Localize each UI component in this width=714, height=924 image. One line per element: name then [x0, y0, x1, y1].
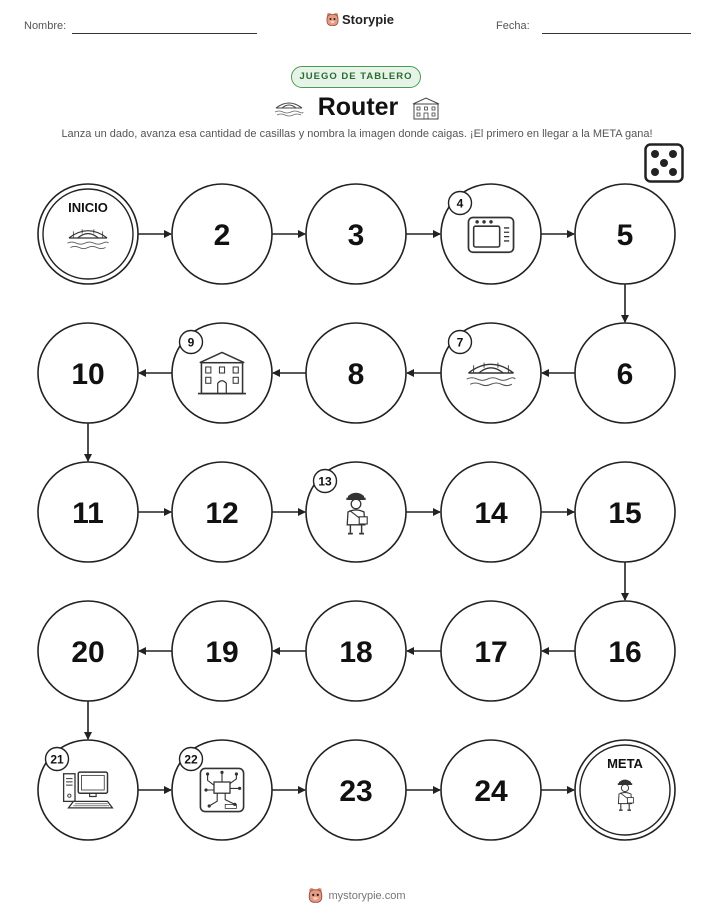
- board-square-12: [172, 462, 272, 562]
- board-square-24: [441, 740, 541, 840]
- square-number: 11: [72, 497, 104, 530]
- square-number: 3: [347, 219, 365, 252]
- game-type-badge: JUEGO DE TABLERO: [291, 66, 421, 88]
- square-circle: [575, 740, 675, 840]
- start-label: INICIO: [68, 200, 108, 215]
- board-square-7: [441, 323, 541, 423]
- square-number: 10: [71, 358, 105, 391]
- square-number: 17: [474, 636, 508, 669]
- square-number: 24: [474, 775, 508, 808]
- square-number: 14: [474, 497, 508, 530]
- board-square-13: [306, 462, 406, 562]
- board-square-17: [441, 601, 541, 701]
- square-number: 8: [347, 358, 365, 391]
- footer-url: mystorypie.com: [328, 889, 406, 902]
- square-number: 4: [456, 196, 464, 211]
- board-square-16: [575, 601, 675, 701]
- board-square-25: [575, 740, 675, 840]
- square-number: 16: [608, 636, 642, 669]
- board-square-5: [575, 184, 675, 284]
- board-square-2: [172, 184, 272, 284]
- board-square-21: [38, 740, 138, 840]
- board-square-18: [306, 601, 406, 701]
- board-square-11: [38, 462, 138, 562]
- instructions: Lanza un dado, avanza esa cantidad de casillas y nombra la imagen donde caigas. ¡El primero en llegar a la META gana!: [61, 128, 653, 140]
- board-square-19: [172, 601, 272, 701]
- board-square-3: [306, 184, 406, 284]
- square-number: 9: [187, 335, 195, 350]
- date-label: Fecha:: [496, 20, 530, 32]
- board-square-23: [306, 740, 406, 840]
- square-number: 23: [339, 775, 373, 808]
- board-square-14: [441, 462, 541, 562]
- square-number: 20: [71, 636, 105, 669]
- board-square-22: [172, 740, 272, 840]
- board-square-9: [172, 323, 272, 423]
- square-number: 21: [50, 752, 64, 767]
- square-number: 6: [616, 358, 634, 391]
- square-number: 7: [456, 335, 464, 350]
- mascot-icon: [308, 887, 323, 904]
- square-number: 12: [205, 497, 239, 530]
- square-number: 13: [318, 474, 332, 489]
- brand-name: Storypie: [342, 12, 395, 27]
- board-square-20: [38, 601, 138, 701]
- square-number: 18: [339, 636, 373, 669]
- board-square-10: [38, 323, 138, 423]
- square-number: 15: [608, 497, 642, 530]
- square-number: 19: [205, 636, 239, 669]
- square-number: 5: [616, 219, 634, 252]
- board-square-8: [306, 323, 406, 423]
- square-number: 22: [184, 752, 198, 767]
- board-square-4: [441, 184, 541, 284]
- board-square-15: [575, 462, 675, 562]
- board-square-6: [575, 323, 675, 423]
- board-square-1: [38, 184, 138, 284]
- square-number: 2: [213, 219, 231, 252]
- name-label: Nombre:: [24, 20, 67, 32]
- page-title: Router: [317, 93, 399, 121]
- finish-label: META: [607, 756, 643, 771]
- footer: [0, 887, 714, 904]
